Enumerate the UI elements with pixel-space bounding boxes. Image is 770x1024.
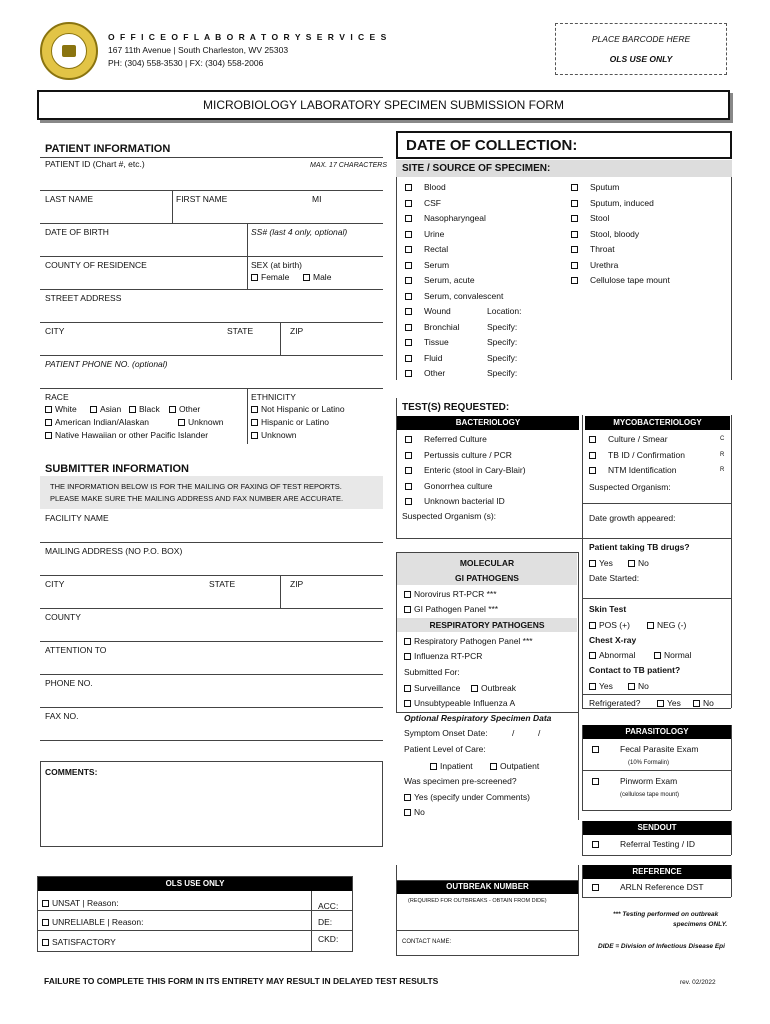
fax-no-field[interactable]: FAX NO. xyxy=(45,711,79,721)
checkbox[interactable] xyxy=(404,794,411,801)
ols-use-label: OLS USE ONLY xyxy=(609,54,673,64)
molecular-header: MOLECULAR xyxy=(459,558,515,568)
contact-no[interactable]: No xyxy=(628,681,649,691)
checkbox[interactable] xyxy=(303,274,310,281)
race-white[interactable]: White xyxy=(45,404,77,414)
checkbox[interactable] xyxy=(405,231,412,238)
prescreened-yes[interactable]: Yes (specify under Comments) xyxy=(404,792,530,802)
checkbox[interactable] xyxy=(592,778,599,785)
refrigerated-label: Refrigerated? xyxy=(589,698,641,708)
checkbox[interactable] xyxy=(404,638,411,645)
checkbox[interactable] xyxy=(405,339,412,346)
checkbox[interactable] xyxy=(405,200,412,207)
bronchial-specify-field[interactable]: Specify: xyxy=(487,322,518,332)
site-left-item-4[interactable] xyxy=(405,244,448,254)
patient-phone-field[interactable]: PATIENT PHONE NO. (optional) xyxy=(45,359,168,369)
office-address: 167 11th Avenue | South Charleston, WV 25303 xyxy=(108,45,289,55)
site-left-item-2[interactable] xyxy=(405,213,486,223)
site-left-item-3[interactable] xyxy=(405,229,444,239)
site-right-item-label: Cellulose tape mount xyxy=(590,275,670,285)
submitter-zip-field[interactable]: ZIP xyxy=(290,579,304,589)
checkbox[interactable] xyxy=(404,700,411,707)
checkbox[interactable] xyxy=(90,406,97,413)
checkbox[interactable] xyxy=(45,432,52,439)
checkbox[interactable] xyxy=(571,231,578,238)
unreliable-option[interactable]: UNRELIABLE | Reason: xyxy=(42,917,144,927)
contact-yes[interactable]: Yes xyxy=(589,681,613,691)
submitted-for-label: Submitted For: xyxy=(404,667,460,677)
checkbox[interactable] xyxy=(405,483,412,490)
myco-item-label: Culture / Smear xyxy=(608,434,668,444)
checkbox[interactable] xyxy=(571,184,578,191)
resp-panel-option[interactable]: Respiratory Pathogen Panel *** xyxy=(404,636,533,646)
site-right-item-label: Stool, bloody xyxy=(590,228,640,239)
ethnicity-label: ETHNICITY xyxy=(251,392,296,402)
site-left-item-label: Nasopharyngeal xyxy=(424,213,486,223)
surveillance-option[interactable]: Surveillance xyxy=(404,683,460,693)
mycobacteriology-header: MYCOBACTERIOLOGY xyxy=(585,416,730,430)
first-name-field[interactable]: FIRST NAME xyxy=(176,194,228,204)
myco-item-label: TB ID / Confirmation xyxy=(608,449,685,460)
other-specify-field[interactable]: Specify: xyxy=(487,368,518,378)
site-left-item-1[interactable] xyxy=(405,198,441,208)
tb-drugs-no[interactable]: No xyxy=(628,558,649,568)
ssn-field[interactable]: SS# (last 4 only, optional) xyxy=(251,227,348,237)
gi-pathogens-header: GI PATHOGENS xyxy=(455,573,519,583)
myco-item-0[interactable] xyxy=(589,434,668,444)
checkbox[interactable] xyxy=(589,683,596,690)
site-right-item-1[interactable] xyxy=(571,198,654,208)
mi-field[interactable]: MI xyxy=(312,194,322,204)
checkbox[interactable] xyxy=(589,467,596,474)
myco-item-2[interactable] xyxy=(589,465,677,475)
checkbox[interactable] xyxy=(405,452,412,459)
checkbox[interactable] xyxy=(251,419,258,426)
race-asian[interactable]: Asian xyxy=(90,404,121,414)
ethnicity-not-hispanic[interactable]: Not Hispanic or Latino xyxy=(251,404,345,414)
site-right-item-0[interactable] xyxy=(571,182,619,192)
site-left-item-5[interactable] xyxy=(405,260,449,270)
bacteriology-item-2[interactable] xyxy=(405,465,526,475)
parasitology-header: PARASITOLOGY xyxy=(583,725,731,739)
reference-header: REFERENCE xyxy=(583,865,731,879)
city-field[interactable]: CITY xyxy=(45,326,65,336)
date-slash-1: / xyxy=(512,728,515,738)
race-label: RACE xyxy=(45,392,69,402)
site-right-item-label: Urethra xyxy=(590,259,619,270)
checkbox[interactable] xyxy=(405,246,412,253)
bacteriology-header: BACTERIOLOGY xyxy=(397,416,579,430)
checkbox[interactable] xyxy=(571,215,578,222)
sex-male-option[interactable]: Male xyxy=(303,272,331,282)
checkbox[interactable] xyxy=(405,262,412,269)
checkbox[interactable] xyxy=(571,262,578,269)
unsat-option[interactable]: UNSAT | Reason: xyxy=(42,898,119,908)
checkbox[interactable] xyxy=(45,419,52,426)
checkbox[interactable] xyxy=(405,277,412,284)
tb-drugs-label: Patient taking TB drugs? xyxy=(589,542,690,552)
date-growth-field[interactable]: Date growth appeared: xyxy=(589,513,676,523)
prescreened-label: Was specimen pre-screened? xyxy=(404,776,517,786)
tests-requested-title: TEST(S) REQUESTED: xyxy=(402,402,510,413)
checkbox[interactable] xyxy=(42,919,49,926)
fecal-parasite-option[interactable] xyxy=(592,744,602,754)
bacteriology-item-label: Referred Culture xyxy=(424,434,487,444)
checkbox[interactable] xyxy=(471,685,478,692)
refrigerated-yes[interactable]: Yes xyxy=(657,698,681,708)
tb-drugs-yes[interactable]: Yes xyxy=(589,558,613,568)
attention-to-field[interactable]: ATTENTION TO xyxy=(45,645,107,655)
sex-female-option[interactable]: Female xyxy=(251,272,289,282)
checkbox[interactable] xyxy=(647,622,654,629)
outbreak-note: (REQUIRED FOR OUTBREAKS - OBTAIN FROM DIDE) xyxy=(408,898,547,904)
street-address-field[interactable]: STREET ADDRESS xyxy=(45,293,122,303)
site-left-item-label: Rectal xyxy=(424,244,449,254)
checkbox[interactable] xyxy=(571,200,578,207)
site-left-item-label: CSF xyxy=(424,197,441,208)
inpatient-option[interactable]: Inpatient xyxy=(430,761,473,771)
site-source-box xyxy=(396,160,732,380)
bacteriology-item-label: Gonorrhea culture xyxy=(424,480,493,491)
tissue-specify-field[interactable]: Specify: xyxy=(487,337,518,347)
site-left-item-label: Other xyxy=(424,368,446,378)
barcode-label: PLACE BARCODE HERE xyxy=(591,34,691,44)
submitter-city-field[interactable]: CITY xyxy=(45,579,65,589)
outpatient-option[interactable]: Outpatient xyxy=(490,761,539,771)
checkbox[interactable] xyxy=(405,436,412,443)
contact-name-field[interactable]: CONTACT NAME: xyxy=(402,939,452,945)
site-left-item-11[interactable] xyxy=(405,353,442,363)
checkbox[interactable] xyxy=(129,406,136,413)
myco-suspected-field[interactable]: Suspected Organism: xyxy=(589,482,671,492)
checkbox[interactable] xyxy=(589,622,596,629)
checkbox[interactable] xyxy=(405,184,412,191)
site-right-item-label: Sputum, induced xyxy=(590,197,654,208)
checkbox[interactable] xyxy=(404,653,411,660)
site-left-item-label: Fluid xyxy=(424,352,443,363)
site-right-item-3[interactable] xyxy=(571,229,639,239)
checkbox[interactable] xyxy=(405,324,412,331)
site-left-item-0[interactable] xyxy=(405,182,446,192)
site-right-item-2[interactable] xyxy=(571,213,609,223)
suspected-organism-field[interactable]: Suspected Organism (s): xyxy=(402,511,497,521)
chest-xray-label: Chest X-ray xyxy=(589,635,637,645)
checkbox[interactable] xyxy=(592,746,599,753)
bacteriology-item-label: Pertussis culture / PCR xyxy=(424,449,512,460)
race-unknown[interactable]: Unknown xyxy=(178,417,223,427)
submitter-note: THE INFORMATION BELOW IS FOR THE MAILING OR FAXING OF TEST REPORTS. PLEASE MAKE SURE THE MAILING ADDRESS AND FAX NUMBER ARE ACCURATE. xyxy=(40,476,383,509)
site-right-item-4[interactable] xyxy=(571,244,615,254)
referral-option[interactable] xyxy=(592,839,602,849)
checkbox[interactable] xyxy=(628,560,635,567)
site-left-item-label: Serum xyxy=(424,259,450,270)
wound-location-field[interactable]: Location: xyxy=(487,306,522,316)
myco-code: R xyxy=(720,451,725,458)
myco-item-label: NTM Identification xyxy=(608,465,677,475)
symptom-onset-field[interactable]: Symptom Onset Date: xyxy=(404,728,488,738)
ols-use-header: OLS USE ONLY xyxy=(38,877,352,891)
arln-option[interactable] xyxy=(592,882,602,892)
gi-panel-option[interactable]: GI Pathogen Panel *** xyxy=(404,604,498,614)
mailing-address-field[interactable]: MAILING ADDRESS (NO P.O. BOX) xyxy=(45,546,183,556)
checkbox[interactable] xyxy=(654,652,661,659)
submitter-title: SUBMITTER INFORMATION xyxy=(45,463,190,475)
race-nhpi[interactable]: Native Hawaiian or other Pacific Islander xyxy=(45,430,208,440)
checkbox[interactable] xyxy=(592,841,599,848)
site-left-item-label: Blood xyxy=(424,182,446,192)
checkbox[interactable] xyxy=(251,274,258,281)
de-field[interactable]: DE: xyxy=(318,917,333,927)
race-other[interactable]: Other xyxy=(169,404,200,414)
norovirus-option[interactable]: Norovirus RT-PCR *** xyxy=(404,589,497,599)
checkbox[interactable] xyxy=(589,560,596,567)
unsubtypeable-option[interactable]: Unsubtypeable Influenza A xyxy=(404,698,515,708)
outbreak-option[interactable]: Outbreak xyxy=(471,683,516,693)
checkbox[interactable] xyxy=(169,406,176,413)
checkbox[interactable] xyxy=(571,277,578,284)
checkbox[interactable] xyxy=(42,939,49,946)
influenza-option[interactable]: Influenza RT-PCR xyxy=(404,651,482,661)
checkbox[interactable] xyxy=(589,452,596,459)
office-phone: PH: (304) 558-3530 | FX: (304) 558-2006 xyxy=(108,58,264,68)
patient-info-title: PATIENT INFORMATION xyxy=(45,143,171,155)
myco-code: C xyxy=(720,436,725,442)
site-left-item-9[interactable] xyxy=(405,322,459,332)
race-black[interactable]: Black xyxy=(129,404,160,414)
barcode-box xyxy=(555,23,727,75)
checkbox[interactable] xyxy=(405,308,412,315)
checkbox[interactable] xyxy=(405,215,412,222)
ethnicity-hispanic[interactable]: Hispanic or Latino xyxy=(251,417,329,427)
skin-test-pos[interactable]: POS (+) xyxy=(589,620,630,630)
site-left-item-8[interactable] xyxy=(405,306,451,316)
comments-box[interactable] xyxy=(40,761,383,847)
skin-test-neg[interactable]: NEG (-) xyxy=(647,620,686,630)
optional-resp-label: Optional Respiratory Specimen Data xyxy=(404,713,552,723)
date-slash-2: / xyxy=(538,728,541,738)
site-left-item-label: Bronchial xyxy=(424,321,460,332)
pinworm-label: Pinworm Exam xyxy=(620,776,678,786)
site-right-item-label: Throat xyxy=(590,244,615,254)
checkbox[interactable] xyxy=(405,467,412,474)
myco-code: R xyxy=(720,467,725,473)
date-of-collection-field[interactable]: DATE OF COLLECTION: xyxy=(396,131,732,159)
date-started-field[interactable]: Date Started: xyxy=(589,573,640,583)
footnote-outbreak-1: *** Testing performed on outbreak xyxy=(613,911,719,918)
level-of-care-label: Patient Level of Care: xyxy=(404,744,486,754)
zip-field[interactable]: ZIP xyxy=(290,326,304,336)
race-aian[interactable]: American Indian/Alaskan xyxy=(45,417,149,427)
ols-use-box xyxy=(37,876,353,952)
checkbox[interactable] xyxy=(571,246,578,253)
myco-item-1[interactable] xyxy=(589,450,685,460)
checkbox[interactable] xyxy=(45,406,52,413)
footnote-outbreak-2: specimens ONLY. xyxy=(673,921,728,928)
checkbox[interactable] xyxy=(404,685,411,692)
phone-no-field[interactable]: PHONE NO. xyxy=(45,678,93,688)
referral-label: Referral Testing / ID xyxy=(620,839,695,849)
footer-warning: FAILURE TO COMPLETE THIS FORM IN ITS ENTIRETY MAY RESULT IN DELAYED TEST RESULTS xyxy=(44,976,439,986)
site-right-item-6[interactable] xyxy=(571,275,670,285)
checkbox[interactable] xyxy=(592,884,599,891)
fecal-parasite-label: Fecal Parasite Exam xyxy=(620,744,699,754)
refrigerated-no[interactable]: No xyxy=(693,698,714,708)
checkbox[interactable] xyxy=(42,900,49,907)
checkbox[interactable] xyxy=(178,419,185,426)
sex-label: SEX (at birth) xyxy=(251,260,303,270)
contact-tb-label: Contact to TB patient? xyxy=(589,665,681,675)
checkbox[interactable] xyxy=(628,683,635,690)
checkbox[interactable] xyxy=(430,763,437,770)
site-left-item-label: Wound xyxy=(424,306,451,316)
patient-id-field[interactable]: PATIENT ID (Chart #, etc.) xyxy=(45,159,145,169)
site-left-item-label: Urine xyxy=(424,228,445,239)
satisfactory-option[interactable]: SATISFACTORY xyxy=(42,937,116,947)
arln-label: ARLN Reference DST xyxy=(620,882,704,892)
skin-test-label: Skin Test xyxy=(589,604,627,614)
ckd-field[interactable]: CKD: xyxy=(318,934,339,944)
checkbox[interactable] xyxy=(404,606,411,613)
checkbox[interactable] xyxy=(405,498,412,505)
site-left-item-6[interactable] xyxy=(405,275,475,285)
max-chars-note: MAX. 17 CHARACTERS xyxy=(310,162,388,169)
checkbox[interactable] xyxy=(405,370,412,377)
bacteriology-item-label: Enteric (stool in Cary-Blair) xyxy=(424,465,526,475)
submitter-county-field[interactable]: COUNTY xyxy=(45,612,81,622)
site-right-item-5[interactable] xyxy=(571,260,618,270)
bacteriology-item-1[interactable] xyxy=(405,450,512,460)
checkbox[interactable] xyxy=(405,293,412,300)
ethnicity-unknown[interactable]: Unknown xyxy=(251,430,296,440)
state-field[interactable]: STATE xyxy=(227,326,254,336)
site-left-item-7[interactable] xyxy=(405,291,503,301)
site-left-item-label: Serum, convalescent xyxy=(424,290,504,301)
checkbox[interactable] xyxy=(490,763,497,770)
chest-normal[interactable]: Normal xyxy=(654,650,691,660)
respiratory-header: RESPIRATORY PATHOGENS xyxy=(429,620,545,630)
dob-field[interactable]: DATE OF BIRTH xyxy=(45,227,109,237)
bacteriology-item-4[interactable] xyxy=(405,496,505,506)
chest-abnormal[interactable]: Abnormal xyxy=(589,650,635,660)
state-seal-logo xyxy=(40,22,98,80)
checkbox[interactable] xyxy=(589,652,596,659)
checkbox[interactable] xyxy=(251,432,258,439)
last-name-field[interactable]: LAST NAME xyxy=(45,194,94,204)
site-left-item-10[interactable] xyxy=(405,337,449,347)
cellulose-note: (cellulose tape mount) xyxy=(620,792,680,798)
prescreened-no[interactable]: No xyxy=(404,807,425,817)
dide-footnote: DIDE = Division of Infectious Disease Epi xyxy=(598,943,725,950)
outbreak-number-header: OUTBREAK NUMBER xyxy=(397,880,578,894)
checkbox[interactable] xyxy=(693,700,700,707)
office-name: O F F I C E O F L A B O R A T O R Y S E R V I C E S xyxy=(108,32,388,42)
checkbox[interactable] xyxy=(589,436,596,443)
site-right-item-label: Stool xyxy=(590,213,610,223)
fluid-specify-field[interactable]: Specify: xyxy=(487,353,518,363)
facility-name-field[interactable]: FACILITY NAME xyxy=(45,513,109,523)
site-source-title: SITE / SOURCE OF SPECIMEN: xyxy=(396,160,732,177)
checkbox[interactable] xyxy=(657,700,664,707)
site-right-item-label: Sputum xyxy=(590,182,620,192)
site-left-item-12[interactable] xyxy=(405,368,445,378)
checkbox[interactable] xyxy=(404,809,411,816)
checkbox[interactable] xyxy=(405,355,412,362)
comments-label: COMMENTS: xyxy=(45,767,98,777)
bacteriology-item-0[interactable] xyxy=(405,434,487,444)
pinworm-option[interactable] xyxy=(592,776,602,786)
checkbox[interactable] xyxy=(251,406,258,413)
sendout-header: SENDOUT xyxy=(583,821,731,835)
county-residence-field[interactable]: COUNTY OF RESIDENCE xyxy=(45,260,147,270)
site-left-item-label: Serum, acute xyxy=(424,275,475,285)
submitter-state-field[interactable]: STATE xyxy=(209,579,236,589)
formalin-note: (10% Formalin) xyxy=(628,760,670,766)
acc-field[interactable]: ACC: xyxy=(318,901,339,911)
form-title: MICROBIOLOGY LABORATORY SPECIMEN SUBMISSION FORM xyxy=(37,90,730,120)
checkbox[interactable] xyxy=(404,591,411,598)
bacteriology-item-3[interactable] xyxy=(405,481,493,491)
site-left-item-label: Tissue xyxy=(424,337,449,347)
revision-label: rev. 02/2022 xyxy=(680,979,716,986)
bacteriology-item-label: Unknown bacterial ID xyxy=(424,496,505,506)
